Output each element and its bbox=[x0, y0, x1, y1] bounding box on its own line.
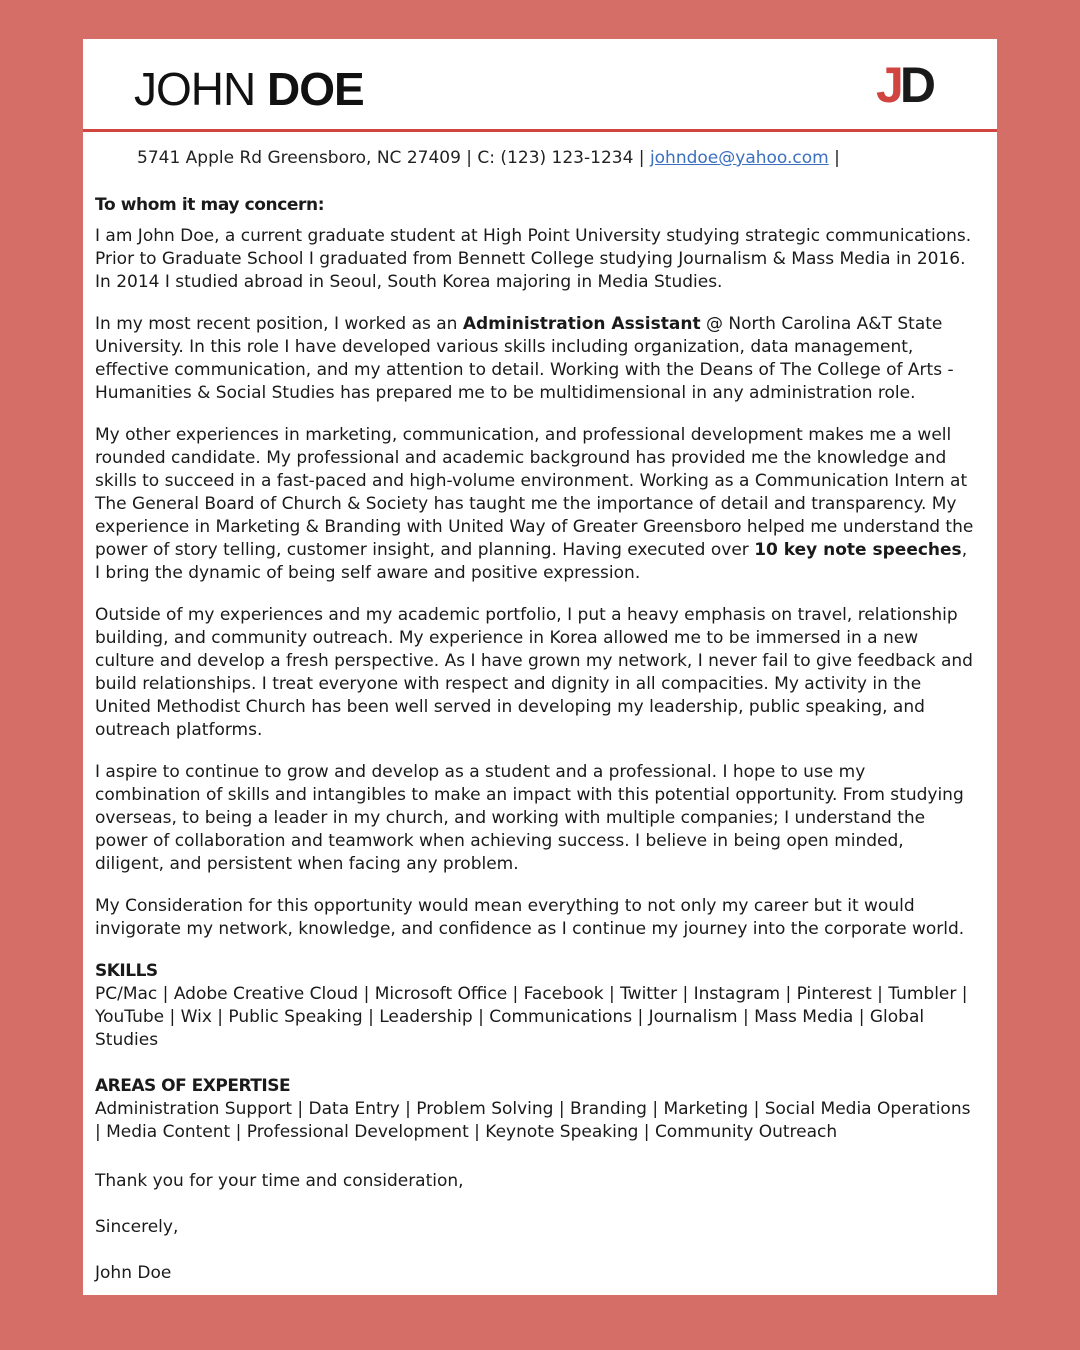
paragraph-aspire: I aspire to continue to grow and develop as a student and a professional. I hope to use my combination of skills and intangibles to make an impact with this potential opportunity. From studying overseas, to being a leader in my church, and working with multiple companies; I understand the power of collaboration and teamwork when achieving success. I believe in being open minded, diligent, and persistent when facing any problem. bbox=[95, 762, 964, 874]
p2-text-before: In my most recent position, I worked as an bbox=[95, 314, 463, 334]
header-divider bbox=[83, 129, 997, 132]
p2-bold-title: Administration Assistant bbox=[462, 314, 701, 334]
paragraph-recent-position bbox=[95, 313, 975, 405]
expertise-heading: AREAS OF EXPERTISE bbox=[95, 1076, 291, 1096]
skills-heading: SKILLS bbox=[95, 961, 158, 981]
letter-body bbox=[95, 194, 975, 1295]
p3-text-before: My other experiences in marketing, communication, and professional development makes me a well rounded candidate. My professional and academic background has provided me the knowledge and skills to succeed in a fast-paced and high-volume environment. Working as a Communication Intern at The General Board of Church & Society has taught me the importance of detail and transparency. My experience in Marketing & Branding with United Way of Greater Greensboro helped me understand the power of story telling, customer insight, and planning. Having executed over bbox=[95, 425, 974, 560]
last-name: DOE bbox=[267, 63, 364, 115]
closing-signoff: Sincerely, bbox=[95, 1217, 179, 1237]
monogram-letter-j: J bbox=[876, 57, 900, 113]
contact-suffix: | bbox=[828, 148, 840, 168]
p3-text-after: , I bring the dynamic of being self aware and positive expression. bbox=[95, 540, 968, 583]
p3-bold-speeches: 10 key note speeches bbox=[754, 540, 962, 560]
salutation: To whom it may concern: bbox=[95, 195, 325, 215]
signature-name: John Doe bbox=[95, 1263, 172, 1283]
header-name bbox=[134, 61, 364, 117]
expertise-list: Administration Support | Data Entry | Problem Solving | Branding | Marketing | Social Media Operations | Media Content | Professional Development | Keynote Speaking | Community Outreach bbox=[95, 1099, 971, 1142]
contact-address-phone: 5741 Apple Rd Greensboro, NC 27409 | C: (123) 123-1234 | bbox=[137, 148, 650, 168]
paragraph-outside: Outside of my experiences and my academic portfolio, I put a heavy emphasis on travel, relationship building, and community outreach. My experience in Korea allowed me to be immersed in a new culture and develop a fresh perspective. As I have grown my network, I never fail to give feedback and build relationships. I treat everyone with respect and dignity in all compacities. My activity in the United Methodist Church has been well served in developing my leadership, public speaking, and outreach platforms. bbox=[95, 605, 973, 740]
paragraph-consideration: My Consideration for this opportunity would mean everything to not only my career but it would invigorate my network, knowledge, and confidence as I continue my journey into the corporate world. bbox=[95, 896, 965, 939]
skills-list: PC/Mac | Adobe Creative Cloud | Microsoft Office | Facebook | Twitter | Instagram | Pinterest | Tumbler | YouTube | Wix | Public Speaking | Leadership | Communications | Journalism | Mass Media | Global Studies bbox=[95, 984, 968, 1050]
monogram-logo bbox=[876, 57, 932, 113]
first-name: JOHN bbox=[134, 63, 256, 115]
cover-letter-page bbox=[83, 39, 997, 1295]
p2-text-after: @ North Carolina A&T State University. In this role I have developed various skills including organization, data management, effective communication, and my attention to detail. Working with the Deans of The College of Arts - Humanities & Social Studies has prepared me to be multidimensional in any administration role. bbox=[95, 314, 954, 403]
paragraph-experiences bbox=[95, 424, 975, 585]
paragraph-intro: I am John Doe, a current graduate student at High Point University studying strategic communications. Prior to Graduate School I graduated from Bennett College studying Journalism & Mass Media in 2016. In 2014 I studied abroad in Seoul, South Korea majoring in Media Studies. bbox=[95, 226, 972, 292]
closing-thanks: Thank you for your time and consideration, bbox=[95, 1171, 464, 1191]
email-link[interactable]: johndoe@yahoo.com bbox=[649, 148, 829, 168]
contact-line bbox=[137, 146, 840, 170]
monogram-letter-d: D bbox=[899, 57, 932, 113]
